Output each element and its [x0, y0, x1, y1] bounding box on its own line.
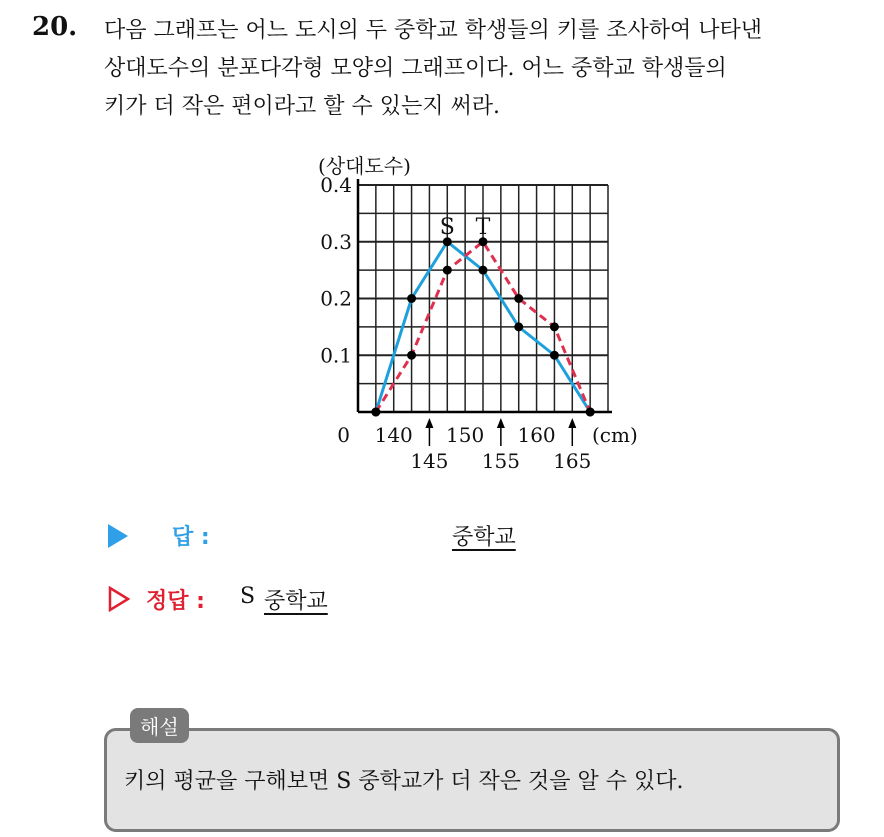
- y-tick-label: 0.3: [320, 229, 352, 254]
- x-tick-arrowhead: [497, 418, 505, 428]
- x-tick-label: 150: [446, 423, 485, 447]
- x-axis-label: (cm): [592, 423, 638, 447]
- question-number: 20.: [32, 12, 78, 42]
- correct-answer-row: [108, 582, 708, 618]
- frequency-polygon-chart: [300, 150, 660, 470]
- x-tick-label: 155: [481, 449, 520, 470]
- question-line-2: 상대도수의 분포다각형 모양의 그래프이다. 어느 중학교 학생들의: [104, 56, 727, 81]
- data-point-S: [550, 351, 559, 360]
- series-label-T: T: [475, 214, 491, 240]
- play-arrow-icon: [108, 524, 128, 548]
- correct-answer-label: 정답 :: [146, 589, 205, 614]
- correct-answer-prefix: S: [240, 584, 256, 609]
- answer-value: 중학교: [452, 525, 516, 550]
- data-point-T: [407, 351, 416, 360]
- outline-arrow-icon: [108, 586, 130, 612]
- data-point-T: [443, 266, 452, 275]
- answer-label: 답 :: [172, 525, 210, 550]
- correct-answer-value: 중학교: [264, 589, 328, 614]
- data-point-T: [371, 408, 380, 417]
- y-tick-label: 0.4: [320, 173, 352, 197]
- x-tick-arrowhead: [568, 418, 576, 428]
- data-point-T: [550, 322, 559, 331]
- question-line-1: 다음 그래프는 어느 도시의 두 중학교 학생들의 키를 조사하여 나타낸: [104, 18, 762, 43]
- data-point-S: [407, 294, 416, 303]
- explanation-text: 키의 평균을 구해보면 S 중학교가 더 작은 것을 알 수 있다.: [124, 769, 684, 794]
- data-point-T: [586, 408, 595, 417]
- explanation-tag: 해설: [130, 708, 189, 743]
- x-tick-label: 160: [517, 423, 556, 447]
- origin-label: 0: [337, 423, 350, 447]
- data-point-T: [514, 294, 523, 303]
- x-tick-label: 165: [553, 449, 592, 470]
- question-text: [104, 12, 864, 126]
- data-point-S: [479, 266, 488, 275]
- answer-row: [108, 518, 708, 554]
- y-axis-label: (상대도수): [318, 154, 411, 178]
- y-tick-label: 0.1: [320, 343, 352, 368]
- data-point-S: [514, 322, 523, 331]
- x-tick-label: 140: [374, 423, 413, 447]
- series-label-S: S: [439, 214, 455, 240]
- x-tick-arrowhead: [425, 418, 433, 428]
- y-tick-label: 0.2: [320, 286, 352, 311]
- x-tick-label: 145: [410, 449, 449, 470]
- question-line-3: 키가 더 작은 편이라고 할 수 있는지 써라.: [104, 94, 500, 119]
